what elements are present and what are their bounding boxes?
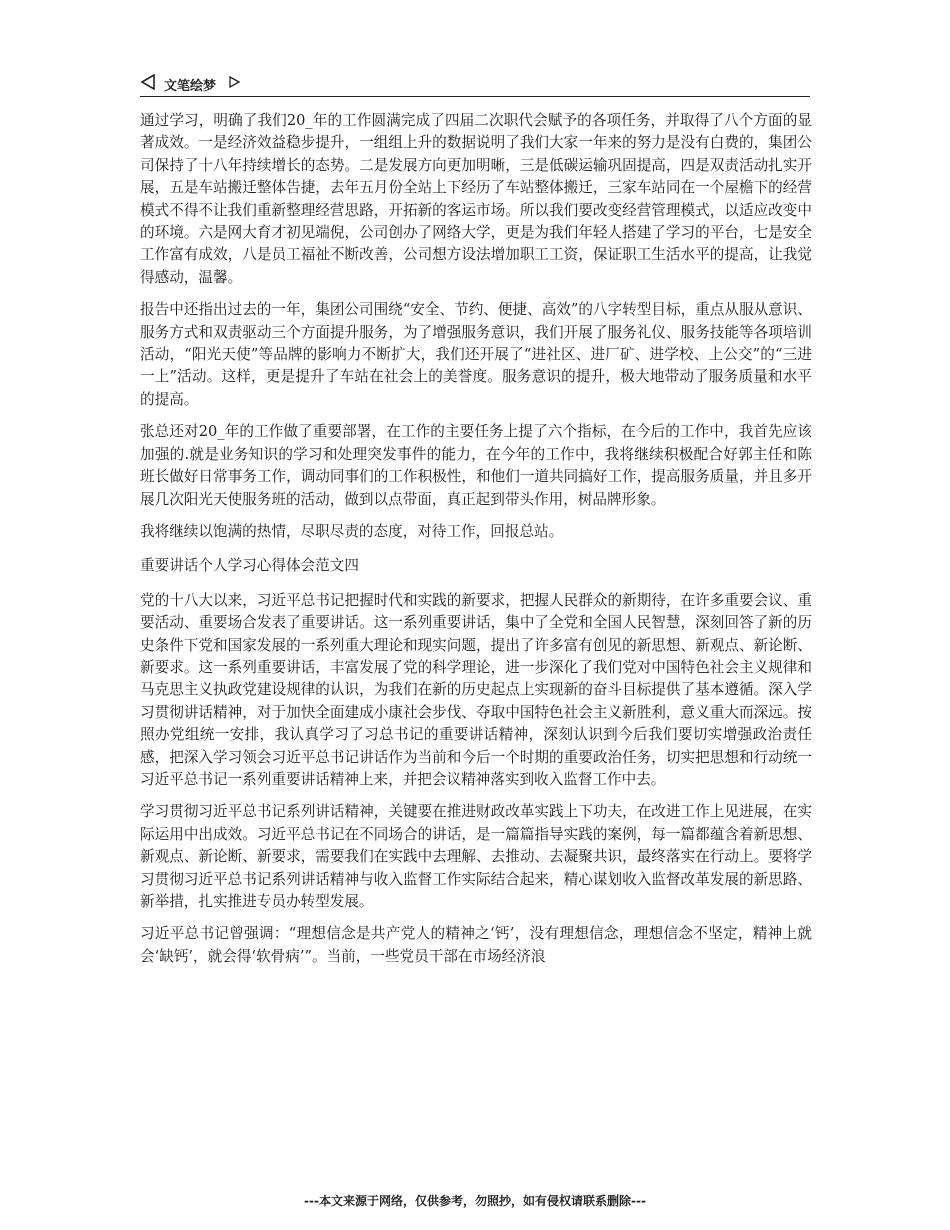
- header-title: 文笔绘梦: [164, 79, 217, 94]
- paragraph: 学习贯彻习近平总书记系列讲话精神，关键要在推进财政改革实践上下功夫，在改进工作上见进展，在实际运用中出成效。习近平总书记在不同场合的讲话，是一篇篇指导实践的案例，每一篇都蕴含着新思想、新观点、新论断、新要求，需要我们在实践中去理解、去推动、去凝聚共识，最终落实在行动上。要将学习贯彻习近平总书记系列讲话精神与收入监督工作实际结合起来，精心谋划收入监督改革发展的新思路、新举措，扎实推进专员办转型发展。: [140, 803, 812, 910]
- document-body: [140, 110, 812, 978]
- footer-disclaimer: ---本文来源于网络，仅供参考，勿照抄，如有侵权请联系删除---: [304, 1194, 646, 1208]
- triangle-left-icon: [140, 74, 156, 90]
- paragraph: 报告中还指出过去的一年，集团公司围绕“安全、节约、便捷、高效”的八字转型目标，重点从服从意识、服务方式和双责驱动三个方面提升服务，为了增强服务意识，我们开展了服务礼仪、服务技能等各项培训活动，“阳光天使”等品牌的影响力不断扩大，我们还开展了“进社区、进厂矿、进学校、上公交”的“三进一上”活动。这样，更是提升了车站在社会上的美誉度。服务意识的提升，极大地带动了服务质量和水平的提高。: [140, 301, 812, 408]
- paragraph: 张总还对20_年的工作做了重要部署，在工作的主要任务上提了六个指标，在今后的工作中，我首先应该加强的.就是业务知识的学习和处理突发事件的能力，在今年的工作中，我将继续积极配合好郭主任和陈班长做好日常事务工作，调动同事们的工作积极性，和他们一道共同搞好工作，提高服务质量，并且多开展几次阳光天使服务班的活动，做到以点带面，真正起到带头作用，树品牌形象。: [140, 423, 812, 508]
- section-heading: 重要讲话个人学习心得体会范文四: [140, 557, 359, 575]
- paragraph: 通过学习，明确了我们20_年的工作圆满完成了四届二次职代会赋予的各项任务，并取得了八个方面的显著成效。一是经济效益稳步提升，一组组上升的数据说明了我们大家一年来的努力是没有白费的，集团公司保持了十八年持续增长的态势。二是发展方向更加明晰，三是低碳运输巩固提高，四是双责活动扎实开展，五是车站搬迁整体告捷，去年五月份全站上下经历了车站整体搬迁，三家车站同在一个屋檐下的经营模式不得不让我们重新整理经营思路，开拓新的客运市场。所以我们要改变经营管理模式，以适应改变中的环境。六是网大育才初见端倪，公司创办了网络大学，更是为我们年轻人搭建了学习的平台，七是安全工作富有成效，八是员工福祉不断改善，公司想方设法增加职工工资，保证职工生活水平的提高，让我觉得感动，温馨。: [140, 112, 812, 286]
- paragraph: 习近平总书记曾强调：“理想信念是共产党人的精神之‘钙’，没有理想信念，理想信念不坚定，精神上就会‘缺钙’，就会得‘软骨病’”。当前，一些党员干部在市场经济浪: [140, 925, 812, 965]
- page-header: [140, 70, 810, 97]
- paragraph: 我将继续以饱满的热情，尽职尽责的态度，对待工作，回报总站。: [140, 522, 564, 540]
- triangle-right-icon: [228, 76, 240, 88]
- paragraph: 党的十八大以来，习近平总书记把握时代和实践的新要求，把握人民群众的新期待，在许多重要会议、重要活动、重要场合发表了重要讲话。这一系列重要讲话，集中了全党和全国人民智慧，深刻回答了新的历史条件下党和国家发展的一系列重大理论和现实问题，提出了许多富有创见的新思想、新观点、新论断、新要求。这一系列重要讲话，丰富发展了党的科学理论，进一步深化了我们党对中国特色社会主义规律和马克思主义执政党建设规律的认识，为我们在新的历史起点上实现新的奋斗目标提供了基本遵循。深入学习贯彻讲话精神，对于加快全面建成小康社会步伐、夺取中国特色社会主义新胜利，意义重大而深远。按照办党组统一安排，我认真学习了习总书记的重要讲话精神，深刻认识到今后我们要切实增强政治责任感，把深入学习领会习近平总书记讲话作为当前和今后一个时期的重要政治任务，切实把思想和行动统一习近平总书记一系列重要讲话精神上来，并把会议精神落实到收入监督工作中去。: [140, 591, 812, 788]
